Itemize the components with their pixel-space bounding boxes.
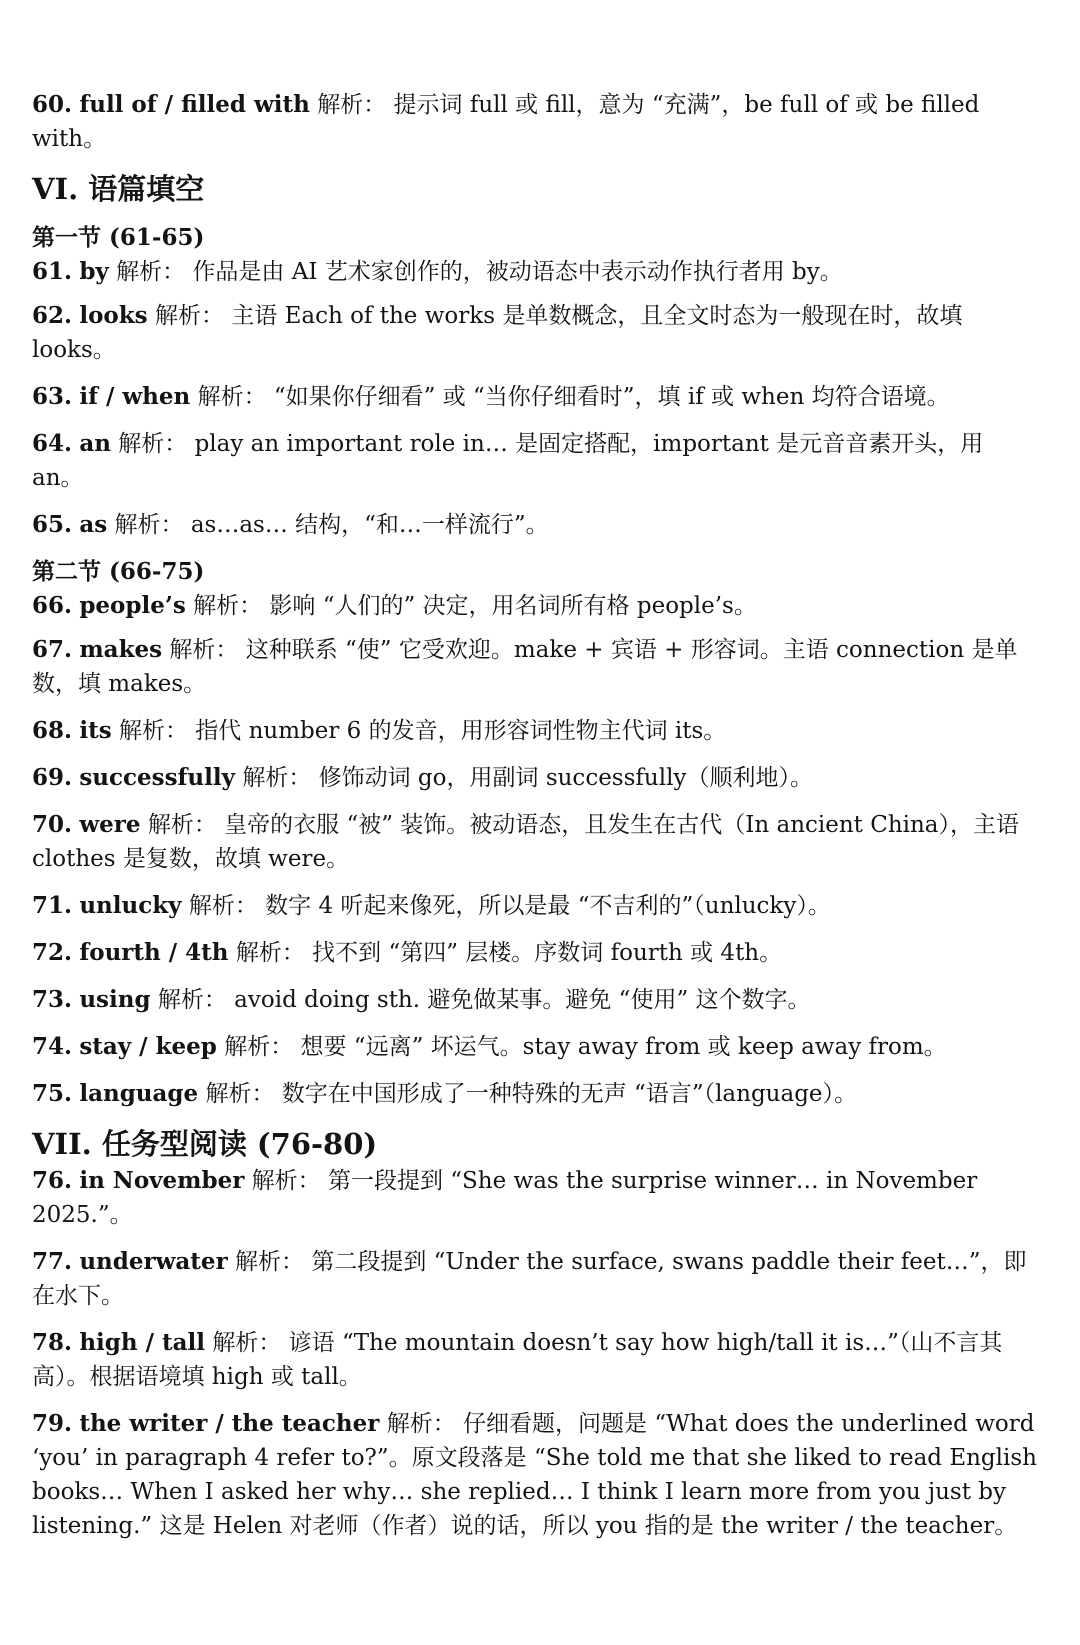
item-answer: people’s <box>79 592 186 619</box>
item-explanation: 修饰动词 go，用副词 successfully（顺利地）。 <box>318 765 813 791</box>
item-answer: language <box>79 1080 199 1107</box>
item-label: 解析： <box>114 512 184 538</box>
answer-item <box>32 1164 1042 1232</box>
item-number: 69. <box>32 764 73 791</box>
subsection-heading-part1: 第一节 (61-65) <box>32 224 205 251</box>
answer-item <box>32 299 1042 367</box>
answer-item <box>32 1407 1042 1543</box>
item-label: 解析： <box>212 1330 282 1356</box>
item-explanation: 影响 “人们的” 决定，用名词所有格 people’s。 <box>269 593 757 619</box>
item-number: 76. <box>32 1167 73 1194</box>
answer-item <box>32 88 1042 156</box>
item-answer: looks <box>79 302 148 329</box>
item-number: 70. <box>32 811 73 838</box>
item-answer: makes <box>79 636 163 663</box>
item-answer: underwater <box>79 1248 228 1275</box>
item-label: 解析： <box>116 259 186 285</box>
item-number: 68. <box>32 717 73 744</box>
item-answer: as <box>79 511 108 538</box>
item-label: 解析： <box>193 593 263 619</box>
item-explanation: 主语 Each of the works 是单数概念，且全文时态为一般现在时，故填 looks。 <box>32 303 963 363</box>
item-number: 67. <box>32 636 73 663</box>
item-answer: successfully <box>79 764 235 791</box>
item-label: 解析： <box>188 893 258 919</box>
item-answer: the writer / the teacher <box>79 1410 380 1437</box>
item-number: 74. <box>32 1033 73 1060</box>
item-answer: in November <box>79 1167 245 1194</box>
item-explanation: 数字 4 听起来像死，所以是最 “不吉利的”（unlucky）。 <box>265 893 831 919</box>
item-explanation: 找不到 “第四” 层楼。序数词 fourth 或 4th。 <box>312 940 783 966</box>
item-label: 解析： <box>317 92 387 118</box>
answer-item <box>32 589 1042 623</box>
item-answer: using <box>79 986 151 1013</box>
answer-item <box>32 1245 1042 1313</box>
section-heading-vii: VII. 任务型阅读 (76-80) <box>32 1127 378 1161</box>
item-answer: stay / keep <box>79 1033 217 1060</box>
item-label: 解析： <box>157 987 227 1013</box>
item-explanation: 仔细看题，问题是 “What does the underlined word ‘you’ in paragraph 4 refer to?”。原文段落是 “She told me that she liked to read English books… When I asked her why… she replied… I think I learn more from you just by listening.” 这是 Helen 对老师（作者）说的话，所以 you 指的是 the writer / the teacher。 <box>32 1411 1037 1539</box>
item-number: 65. <box>32 511 73 538</box>
answer-item <box>32 936 1042 970</box>
answer-item <box>32 1326 1042 1394</box>
item-number: 73. <box>32 986 73 1013</box>
item-answer: its <box>79 717 112 744</box>
item-number: 78. <box>32 1329 73 1356</box>
item-number: 66. <box>32 592 73 619</box>
item-label: 解析： <box>235 940 305 966</box>
answer-item <box>32 714 1042 748</box>
item-number: 60. <box>32 91 73 118</box>
answer-document <box>32 88 1042 1556</box>
item-explanation: 想要 “远离” 坏运气。stay away from 或 keep away from。 <box>300 1034 947 1060</box>
item-label: 解析： <box>205 1081 275 1107</box>
answer-item <box>32 761 1042 795</box>
section-heading-vi: VI. 语篇填空 <box>32 172 205 206</box>
item-explanation: play an important role in… 是固定搭配，important 是元音音素开头，用 an。 <box>32 431 984 491</box>
item-number: 79. <box>32 1410 73 1437</box>
answer-item <box>32 983 1042 1017</box>
item-label: 解析： <box>235 1249 304 1275</box>
item-explanation: 提示词 full 或 fill，意为 “充满”，be full of 或 be filled with。 <box>32 92 980 152</box>
item-answer: an <box>79 430 111 457</box>
item-explanation: 作品是由 AI 艺术家创作的，被动语态中表示动作执行者用 by。 <box>192 259 843 285</box>
item-answer: full of / filled with <box>79 91 310 118</box>
answer-item <box>32 380 1042 414</box>
item-answer: if / when <box>79 383 191 410</box>
answer-item <box>32 1077 1042 1111</box>
item-explanation: 第二段提到 “Under the surface, swans paddle their feet…”，即在水下。 <box>32 1249 1027 1309</box>
answer-item <box>32 427 1042 495</box>
item-answer: fourth / 4th <box>79 939 229 966</box>
item-label: 解析： <box>154 303 224 329</box>
item-number: 61. <box>32 258 73 285</box>
item-explanation: as…as… 结构，“和…一样流行”。 <box>190 512 549 538</box>
item-explanation: avoid doing sth. 避免做某事。避免 “使用” 这个数字。 <box>234 987 811 1013</box>
item-answer: high / tall <box>79 1329 206 1356</box>
item-number: 71. <box>32 892 73 919</box>
item-label: 解析： <box>118 718 188 744</box>
item-explanation: 指代 number 6 的发音，用形容词性物主代词 its。 <box>195 718 727 744</box>
item-explanation: 这种联系 “使” 它受欢迎。make + 宾语 + 形容词。主语 connection 是单数，填 makes。 <box>32 637 1018 697</box>
item-number: 64. <box>32 430 73 457</box>
answer-item <box>32 889 1042 923</box>
answer-item <box>32 633 1042 701</box>
item-label: 解析： <box>386 1411 456 1437</box>
item-number: 75. <box>32 1080 73 1107</box>
item-label: 解析： <box>147 812 217 838</box>
answer-item <box>32 508 1042 542</box>
item-answer: by <box>79 258 109 285</box>
item-label: 解析： <box>197 384 267 410</box>
item-label: 解析： <box>251 1168 321 1194</box>
item-number: 62. <box>32 302 73 329</box>
item-label: 解析： <box>242 765 312 791</box>
item-label: 解析： <box>118 431 188 457</box>
answer-item <box>32 1030 1042 1064</box>
item-number: 77. <box>32 1248 73 1275</box>
answer-item <box>32 255 1042 289</box>
item-explanation: 皇帝的衣服 “被” 装饰。被动语态，且发生在古代（In ancient China），主语 clothes 是复数，故填 were。 <box>32 812 1020 872</box>
item-explanation: 数字在中国形成了一种特殊的无声 “语言”（language）。 <box>281 1081 858 1107</box>
item-label: 解析： <box>224 1034 294 1060</box>
item-label: 解析： <box>169 637 239 663</box>
item-number: 72. <box>32 939 73 966</box>
answer-item <box>32 808 1042 876</box>
item-explanation: “如果你仔细看” 或 “当你仔细看时”，填 if 或 when 均符合语境。 <box>273 384 950 410</box>
item-explanation: 第一段提到 “She was the surprise winner… in November 2025.”。 <box>32 1168 978 1228</box>
item-number: 63. <box>32 383 73 410</box>
item-answer: were <box>79 811 141 838</box>
item-explanation: 谚语 “The mountain doesn’t say how high/tall it is…”（山不言其高）。根据语境填 high 或 tall。 <box>32 1330 1003 1390</box>
item-answer: unlucky <box>79 892 182 919</box>
subsection-heading-part2: 第二节 (66-75) <box>32 558 205 585</box>
